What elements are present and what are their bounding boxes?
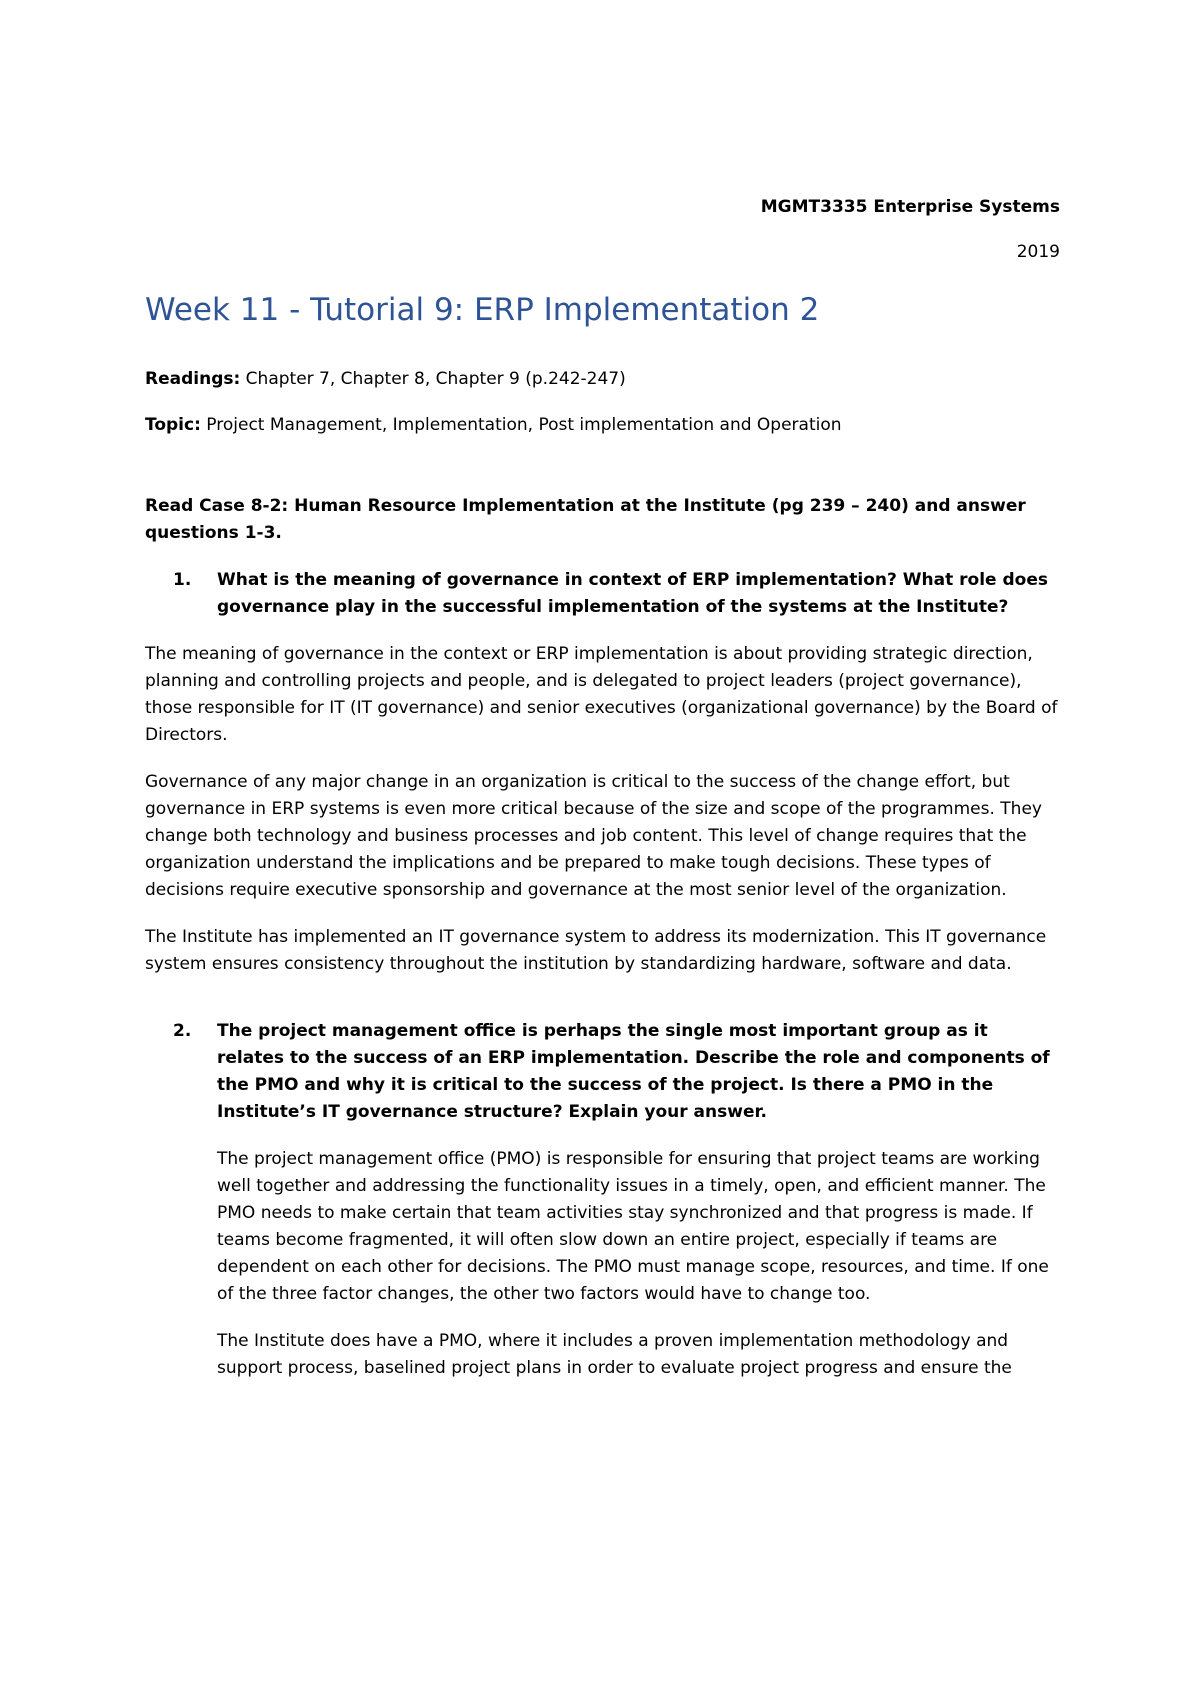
readings-line xyxy=(145,366,1060,393)
case-instruction: Read Case 8-2: Human Resource Implementation at the Institute (pg 239 – 240) and answer questions 1-3. xyxy=(145,496,1026,543)
question-text: The project management office is perhaps the single most important group as it relates to the success of an ERP implementation. Describe the role and components of the PMO and why it is critical to the success of the project. Is there a PMO in the Institute’s IT governance structure? Explain your answer. xyxy=(217,1021,1050,1122)
question-text: What is the meaning of governance in context of ERP implementation? What role does governance play in the successful implementation of the systems at the Institute? xyxy=(217,570,1048,617)
year-header: 2019 xyxy=(1016,242,1060,262)
document-content xyxy=(145,194,1060,1382)
course-header: MGMT3335 Enterprise Systems xyxy=(760,197,1060,217)
answer-paragraph: The Institute does have a PMO, where it includes a proven implementation methodology and support process, baselined project plans in order to evaluate project progress and ensure the xyxy=(217,1331,1012,1378)
question-1 xyxy=(145,567,1060,621)
topic-label: Topic: xyxy=(145,415,201,435)
readings-text: Chapter 7, Chapter 8, Chapter 9 (p.242-247) xyxy=(240,369,626,389)
question-number: 1. xyxy=(173,570,192,590)
page-title: Week 11 - Tutorial 9: ERP Implementation 2 xyxy=(145,292,820,328)
answer-paragraph: The project management office (PMO) is responsible for ensuring that project teams are working well together and addressing the functionality issues in a timely, open, and efficient manner. The PMO needs to make certain that team activities stay synchronized and that progress is made. If teams become fragmented, it will often slow down an entire project, especially if teams are dependent on each other for decisions. The PMO must manage scope, resources, and time. If one of the three factor changes, the other two factors would have to change too. xyxy=(217,1149,1049,1304)
answer-paragraph: The meaning of governance in the context or ERP implementation is about providing strategic direction, planning and controlling projects and people, and is delegated to project leaders (project governance), those responsible for IT (IT governance) and senior executives (organizational governance) by the Board of Directors. xyxy=(145,644,1058,745)
topic-text: Project Management, Implementation, Post implementation and Operation xyxy=(200,415,842,435)
readings-label: Readings: xyxy=(145,369,241,389)
answer-paragraph: The Institute has implemented an IT governance system to address its modernization. This IT governance system ensures consistency throughout the institution by standardizing hardware, software and data. xyxy=(145,927,1047,974)
question-number: 2. xyxy=(173,1021,192,1041)
answer-paragraph: Governance of any major change in an organization is critical to the success of the change effort, but governance in ERP systems is even more critical because of the size and scope of the programmes. They change both technology and business processes and job content. This level of change requires that the organization understand the implications and be prepared to make tough decisions. These types of decisions require executive sponsorship and governance at the most senior level of the organization. xyxy=(145,772,1042,900)
topic-line xyxy=(145,412,1060,439)
question-2 xyxy=(145,1018,1060,1126)
